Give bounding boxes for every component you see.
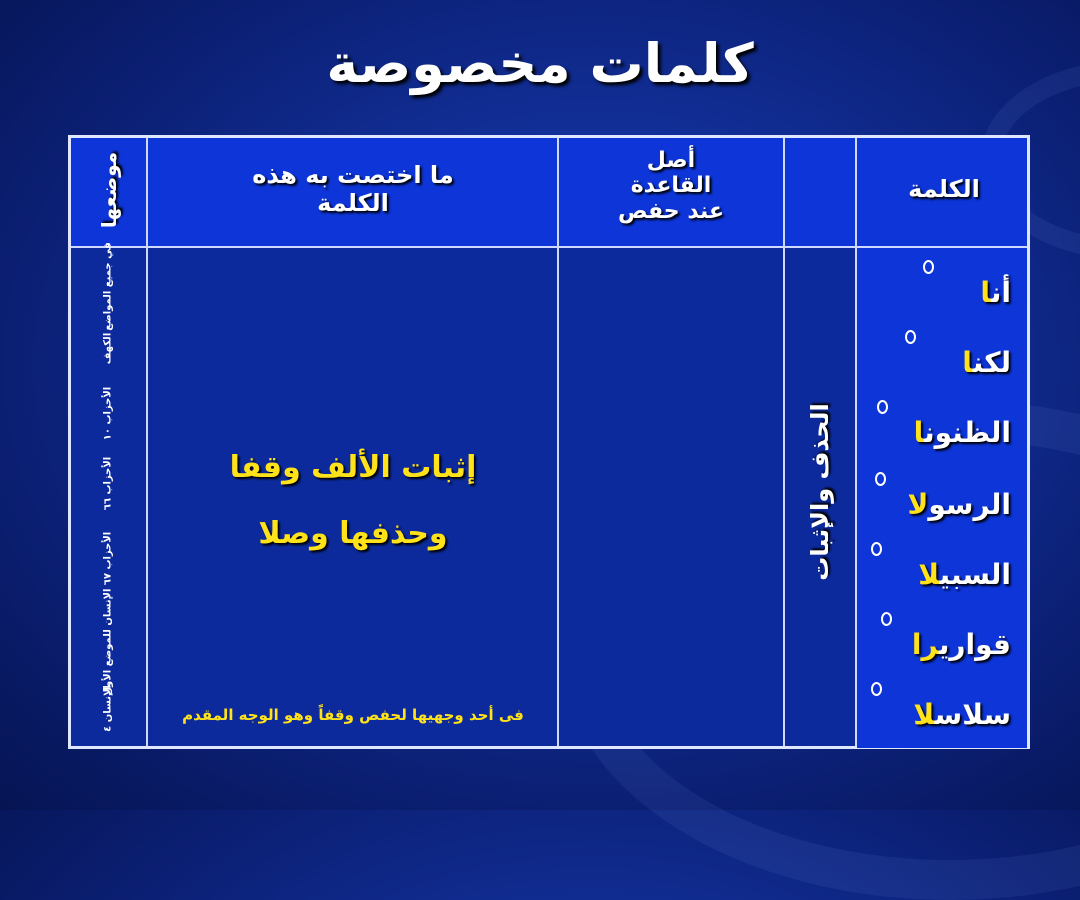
header-specific-line1: ما اختصت به هذه [252,161,454,189]
word-base: قواري [938,628,1011,661]
word-base: أن [990,276,1011,309]
word-highlight: را [911,628,939,661]
rule-label: الحذف والإثبات [806,403,834,581]
specific-line2: وحذفها وصلا [258,516,448,551]
header-divider [71,246,1027,248]
word-highlight: ا [962,346,973,379]
sukun-mark-icon [923,260,934,274]
specific-note: فى أحد وجهيها لحفص وقفاً وهو الوجه المقدم [182,706,524,724]
location-item: الإنسان للموضع الأول [102,588,114,696]
header-rule-line1: أصل [646,148,696,173]
word-item [918,558,1011,591]
location-item: الأحزاب ٦٦ [102,456,114,511]
sukun-mark-icon [905,330,916,344]
header-specific [151,162,555,217]
word-highlight: لا [913,698,935,731]
word-item [962,346,1011,379]
column-divider [783,138,785,746]
header-blank-cell [785,138,855,246]
word-item [912,628,1011,661]
rules-table [68,135,1030,749]
word-base: الرسو [928,488,1011,521]
location-item: في جميع المواضع [102,242,114,331]
word-item [980,276,1011,309]
specific-line1: إثبات الألف وقفا [229,450,477,485]
column-divider [146,138,148,746]
word-highlight: لا [907,488,929,521]
header-specific-line2: الكلمة [317,188,389,217]
word-highlight: ا [913,416,925,449]
word-base: سلاس [934,698,1011,731]
header-location: موضعها [97,151,121,229]
word-highlight: لا [918,558,940,591]
word-base: لكن [972,346,1011,379]
word-base: السبي [939,558,1011,591]
sukun-mark-icon [877,400,888,414]
header-word: الكلمة [908,175,980,203]
sukun-mark-icon [871,682,882,696]
slide-title: كلمات مخصوصة [326,32,754,95]
location-item: الكهف [102,332,114,365]
word-highlight: ا [980,276,991,309]
word-base: الظنون [924,416,1011,449]
location-item: الأحزاب ١٠ [102,386,114,441]
location-item: الأحزاب ٦٧ [102,531,114,586]
column-divider [855,138,857,746]
column-divider [557,138,559,746]
sukun-mark-icon [881,612,892,626]
word-item [913,698,1011,731]
header-rule [561,148,781,224]
word-item [908,488,1011,521]
word-item [914,416,1011,449]
header-rule-line2: القاعدة [630,173,712,199]
header-rule-line3: عند حفص [617,198,725,224]
sukun-mark-icon [875,472,886,486]
sukun-mark-icon [871,542,882,556]
location-item: الإنسان ٤ [102,685,114,732]
